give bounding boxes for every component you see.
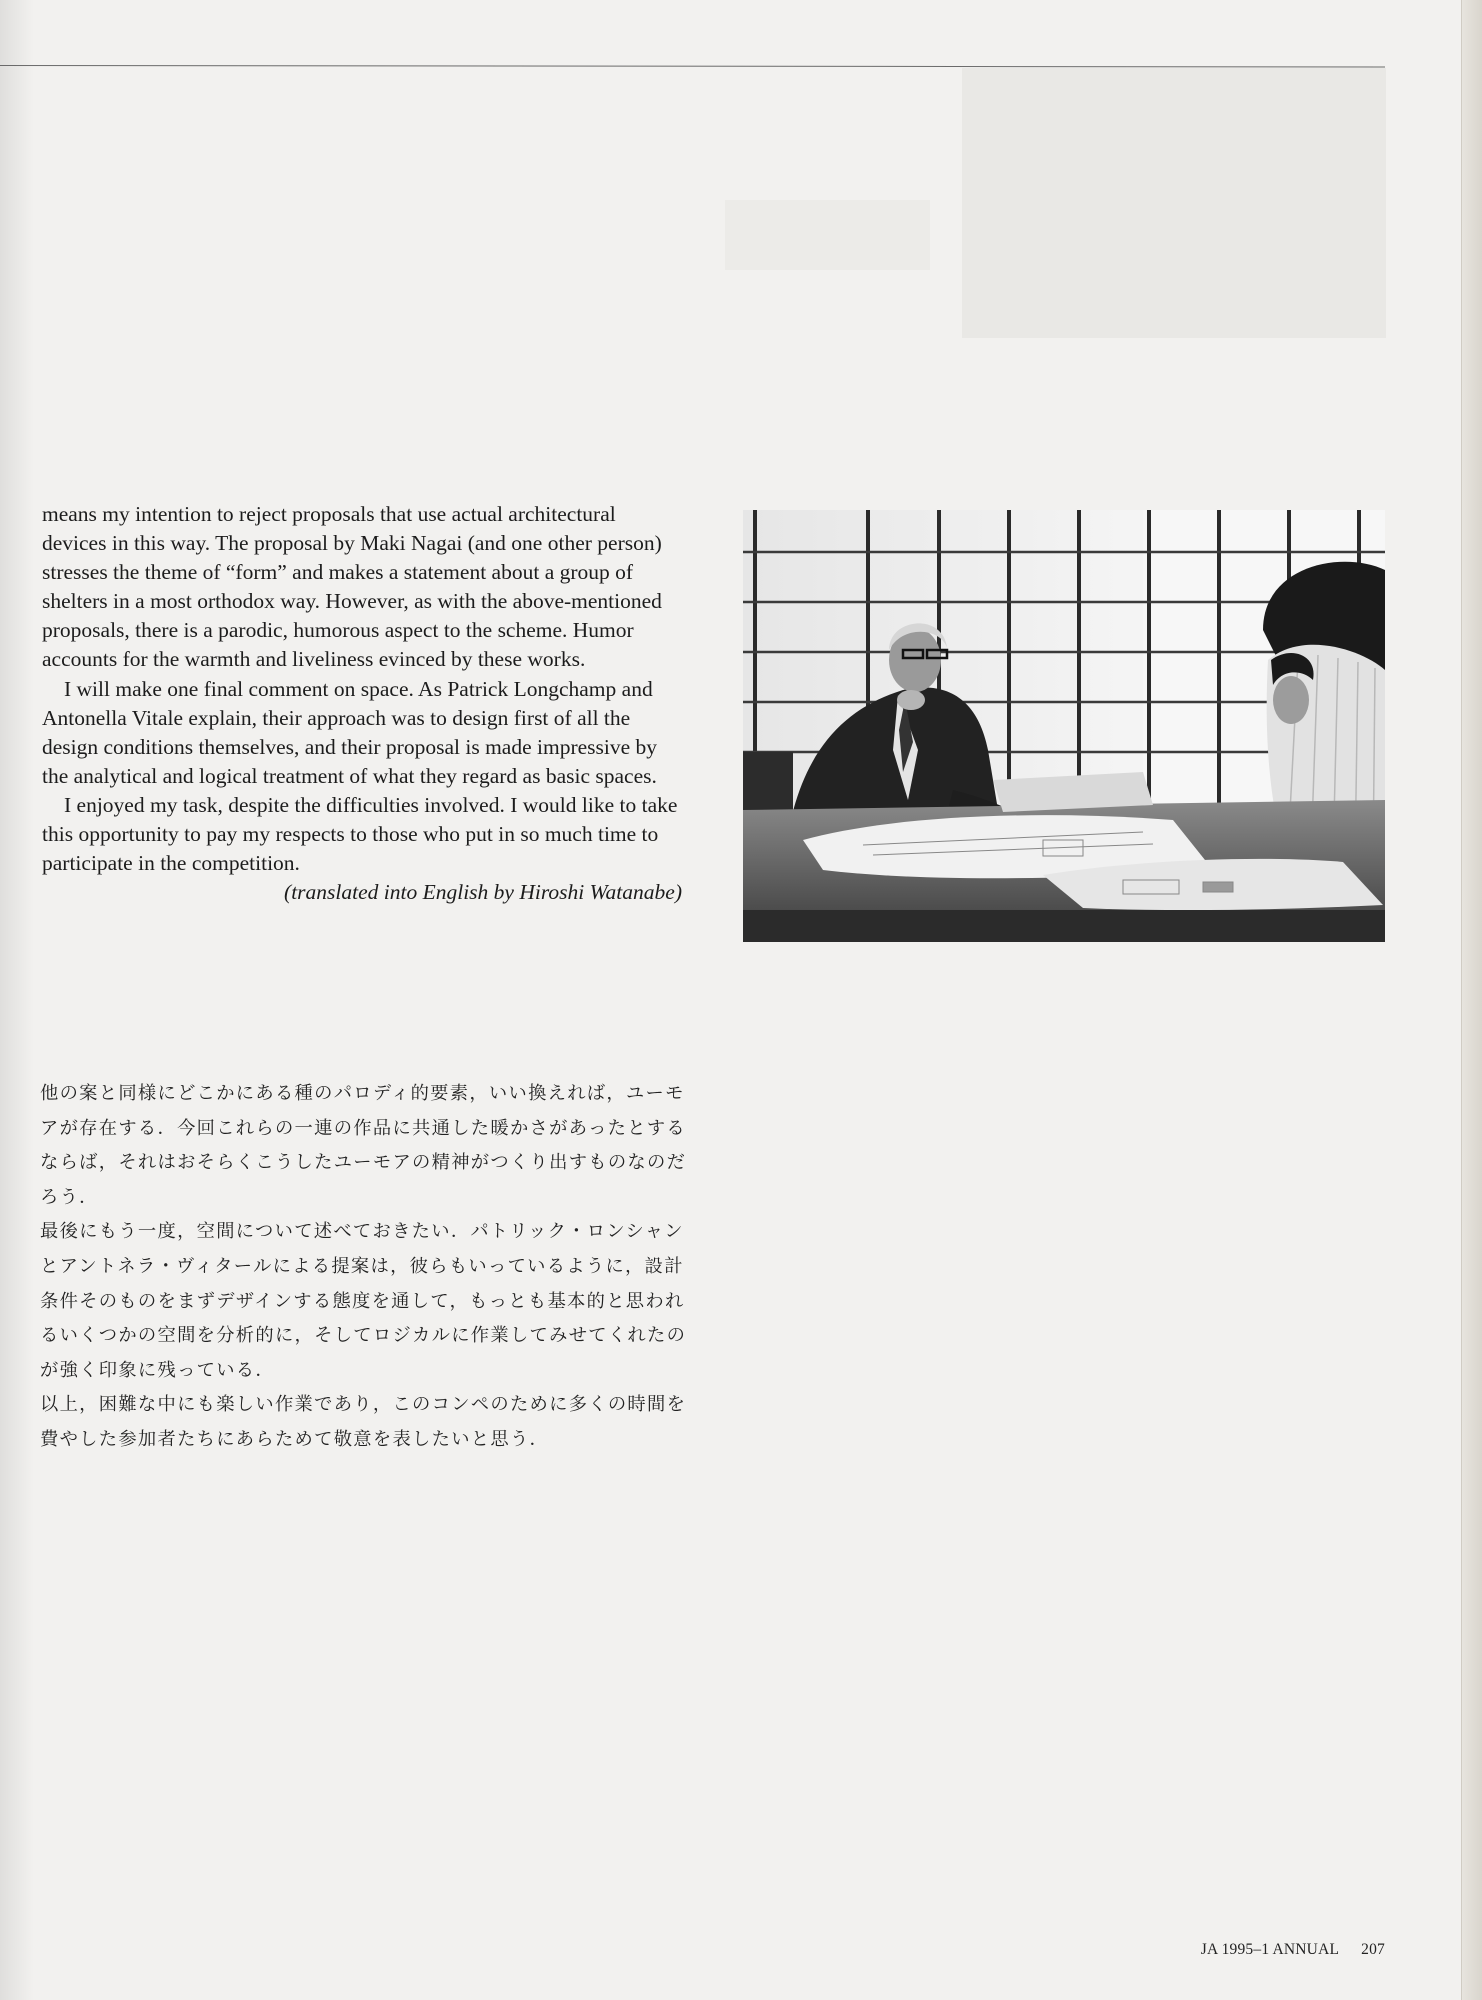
japanese-body-text [40, 1077, 700, 1458]
binding-shadow [0, 0, 34, 2000]
header-rule [0, 65, 1385, 67]
english-paragraph: means my intention to reject proposals that use actual architectural devices in this way. The proposal by Maki Nagai (and one other person) stresses the theme of “form” and makes a statement about a group of shelters in a most orthodox way. However, as with the above-mentioned proposals, there is a parodic, humorous aspect to the scheme. Humor accounts for the warmth and liveliness evinced by these works. [42, 502, 662, 672]
jury-photo-image [743, 510, 1385, 942]
translator-credit: (translated into English by Hiroshi Watanabe) [284, 880, 682, 905]
japanese-paragraph: 最後にもう一度，空間について述べておきたい．パトリック・ロンシャンとアントネラ・ヴィタールによる提案は，彼らもいっているように，設計条件そのものをまずデザインする態度を通して，もっとも基本的と思われるいくつかの空間を分析的に，そしてロジカルに作業してみせてくれたのが強く印象に残っている． [40, 1221, 687, 1381]
show-through [725, 200, 930, 270]
jury-photo [743, 510, 1385, 942]
page-edge [1461, 0, 1482, 2000]
page-number: 207 [1361, 1941, 1385, 1958]
japanese-paragraph: 以上，困難な中にも楽しい作業であり，このコンペのために多くの時間を費やした参加者たちにあらためて敬意を表したいと思う． [40, 1394, 687, 1450]
page-footer [1201, 1941, 1385, 1959]
publication-title: JA 1995–1 ANNUAL [1200, 1941, 1340, 1958]
english-paragraph: I enjoyed my task, despite the difficulties involved. I would like to take this opportunity to pay my respects to those who put in so much time to participate in the competition. [42, 792, 678, 876]
english-paragraph: I will make one final comment on space. As Patrick Longchamp and Antonella Vitale explain, their approach was to design first of all the design conditions themselves, and their proposal is made impressive by the analytical and logical treatment of what they regard as basic spaces. [42, 676, 658, 788]
japanese-paragraph: 他の案と同様にどこかにある種のパロディ的要素，いい換えれば，ユーモアが存在する．今回これらの一連の作品に共通した暖かさがあったとするならば，それはおそらくこうしたユーモアの精神がつくり出すものなのだろう． [40, 1083, 687, 1208]
show-through [962, 68, 1386, 338]
english-body-text [42, 500, 682, 907]
